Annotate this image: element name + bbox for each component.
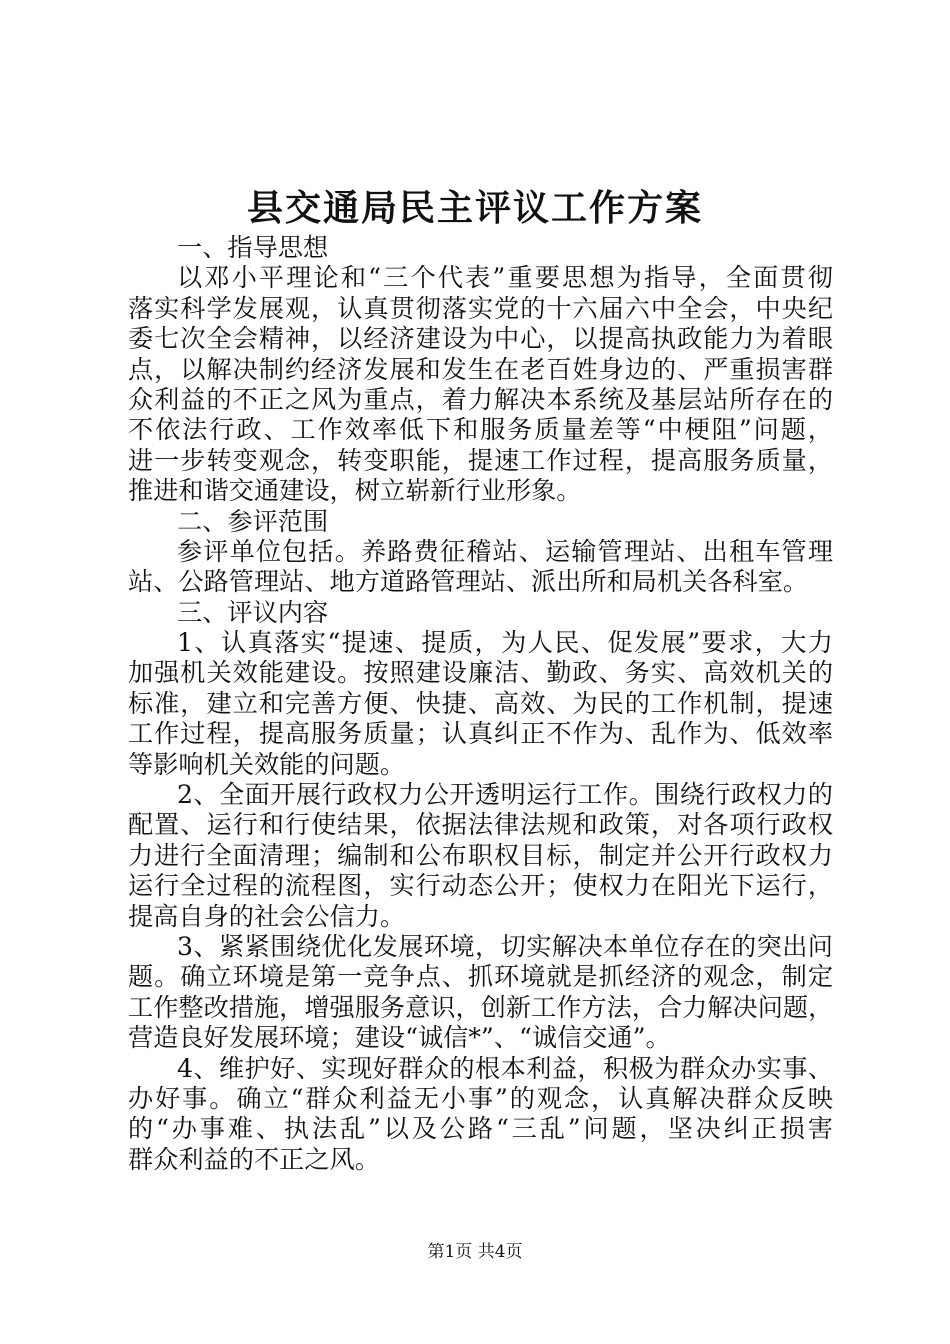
text-line: 站、公路管理站、地方道路管理站、派出所和局机关各科室。 bbox=[128, 567, 809, 597]
text-line: 委七次全会精神，以经济建设为中心，以提高执政能力为着眼 bbox=[128, 324, 833, 354]
text-line: 2、全面开展行政权力公开透明运行工作。围绕行政权力的 bbox=[177, 780, 833, 810]
text-line: 工作过程，提高服务质量；认真纠正不作为、乱作为、低效率 bbox=[128, 719, 833, 749]
text-line: 提高自身的社会公信力。 bbox=[128, 901, 406, 931]
text-line: 题。确立环境是第一竞争点、抓环境就是抓经济的观念，制定 bbox=[128, 962, 833, 992]
text-line: 参评单位包括。养路费征稽站、运输管理站、出租车管理 bbox=[177, 536, 833, 566]
text-line: 工作整改措施，增强服务意识，创新工作方法，合力解决问题， bbox=[128, 992, 834, 1022]
text-line: 配置、运行和行使结果，依据法律法规和政策，对各项行政权 bbox=[128, 810, 833, 840]
text-line: 3、紧紧围绕优化发展环境，切实解决本单位存在的突出问 bbox=[177, 931, 833, 961]
text-line: 运行全过程的流程图，实行动态公开；使权力在阳光下运行， bbox=[128, 871, 833, 901]
text-line: 二、参评范围 bbox=[177, 506, 329, 536]
text-line: 群众利益的不正之风。 bbox=[128, 1144, 380, 1174]
text-line: 标准，建立和完善方便、快捷、高效、为民的工作机制，提速 bbox=[128, 688, 833, 718]
text-line: 1、认真落实“提速、提质，为人民、促发展”要求，大力 bbox=[177, 628, 833, 658]
page-footer: 第1页 共4页 bbox=[427, 1242, 523, 1262]
text-line: 的“办事难、执法乱”以及公路“三乱”问题，坚决纠正损害 bbox=[128, 1114, 833, 1144]
document-body bbox=[128, 233, 833, 1175]
text-line: 点，以解决制约经济发展和发生在老百姓身边的、严重损害群 bbox=[128, 354, 833, 384]
text-line: 4、维护好、实现好群众的根本利益，积极为群众办实事、 bbox=[177, 1053, 833, 1083]
text-line: 不依法行政、工作效率低下和服务质量差等“中梗阻”问题， bbox=[128, 415, 833, 445]
text-line: 推进和谐交通建设，树立崭新行业形象。 bbox=[128, 476, 582, 506]
text-line: 众利益的不正之风为重点，着力解决本系统及基层站所存在的 bbox=[128, 384, 833, 414]
text-line: 三、评议内容 bbox=[177, 597, 329, 627]
text-line: 办好事。确立“群众利益无小事”的观念，认真解决群众反映 bbox=[128, 1083, 833, 1113]
text-line: 力进行全面清理；编制和公布职权目标，制定并公开行政权力 bbox=[128, 840, 833, 870]
text-line: 营造良好发展环境；建设“诚信*”、“诚信交通”。 bbox=[128, 1023, 671, 1053]
text-line: 一、指导思想 bbox=[177, 233, 329, 262]
text-line: 加强机关效能建设。按照建设廉洁、勤政、务实、高效机关的 bbox=[128, 658, 833, 688]
text-line: 等影响机关效能的问题。 bbox=[128, 749, 406, 779]
text-line: 落实科学发展观，认真贯彻落实党的十六届六中全会，中央纪 bbox=[128, 293, 833, 323]
text-line: 以邓小平理论和“三个代表”重要思想为指导，全面贯彻 bbox=[177, 263, 833, 293]
document-title: 县交通局民主评议工作方案 bbox=[246, 187, 703, 229]
text-line: 进一步转变观念，转变职能，提速工作过程，提高服务质量， bbox=[128, 445, 833, 475]
